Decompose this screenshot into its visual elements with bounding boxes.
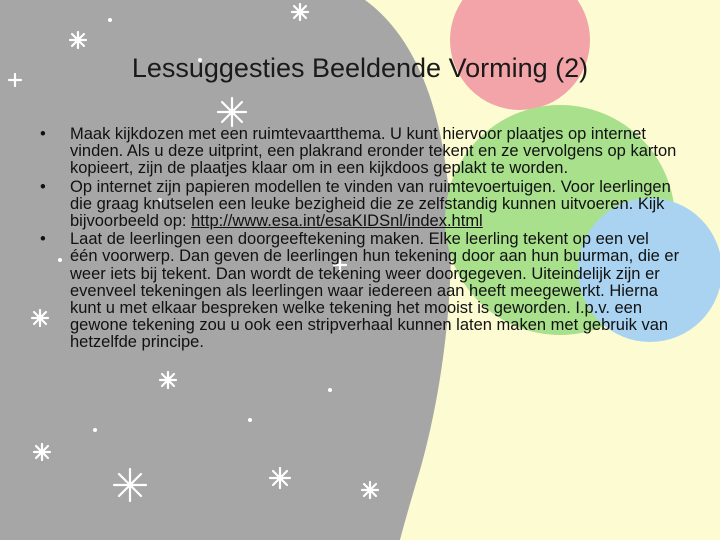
bullet-icon: • [40, 125, 46, 143]
list-item [40, 179, 680, 231]
esa-kids-link[interactable]: http://www.esa.int/esaKIDSnl/index.html [191, 212, 483, 231]
bullet-icon: • [40, 230, 46, 249]
list-item [40, 126, 680, 178]
bullet-list [40, 126, 680, 353]
slide-title: Lessuggesties Beeldende Vorming (2) [131, 53, 589, 83]
bullet-icon: • [40, 177, 46, 196]
list-item [40, 231, 680, 351]
bullet-text: Op internet zijn papieren modellen te vinden van ruimtevoertuigen. Voor leerlingen die graag knutselen een leuke bezigheid die ze zelfstandig kunnen uitvoeren. Kijk bijvoorbeeld op: [70, 177, 671, 231]
bullet-text: Laat de leerlingen een doorgeeftekening maken. Elke leerling tekent op een vel één voorwerp. Dan geven de leerlingen hun tekening door aan hun buurman, die er weer iets bij tekent. Dan wordt de tekening weer doorgegeven. Uiteindelijk zijn er evenveel tekeningen als leerlingen waar iedereen aan heeft meegewerkt. Hierna kunt u met elkaar bespreken welke tekening het mooist is geworden. I.p.v. een gewone tekening zou u ook een stripverhaal kunnen laten maken met gebruik van hetzelfde principe. [70, 230, 680, 352]
bullet-text: Maak kijkdozen met een ruimtevaartthema. U kunt hiervoor plaatjes op internet vinden. Als u deze uitprint, een plakrand eronder tekent en ze vervolgens op karton kopieert, zijn de plaatjes klaar om in een kijkdoos geplakt te worden. [70, 125, 677, 178]
